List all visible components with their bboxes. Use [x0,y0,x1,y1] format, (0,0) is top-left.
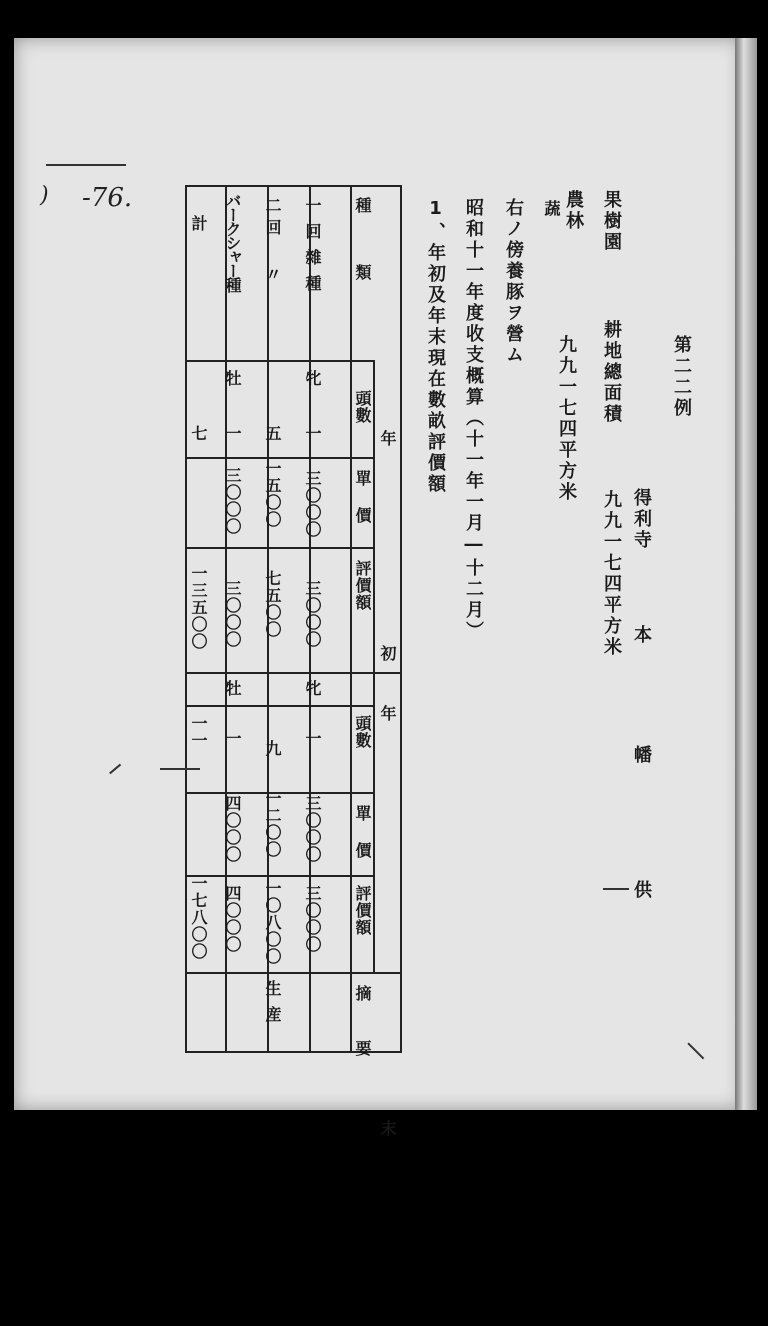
row2-remark: 生産 [263,980,282,1032]
row-divider [185,875,373,877]
row3-sex-end: 牡 [223,680,242,697]
header-year-end: 年 末 [378,705,397,1326]
total-value-end: 一七八〇〇 [189,875,208,960]
scan-mark [160,768,200,770]
provider-label: 供 [631,880,652,901]
orchard-label: 果樹園 [601,190,622,253]
margin-rule [46,164,126,166]
livestock-table [185,185,402,1326]
table-left-border [185,185,187,1053]
row3-unit-start: 三〇〇〇 [223,467,242,535]
table-top-border [185,185,402,187]
col-divider [350,185,352,1053]
note-line: 右ノ傍養豚ヲ營ム [503,198,524,366]
section-line: 1、年初及年末現在數畝評價額 [425,198,446,495]
total-label: 計 [189,215,208,232]
budget-line: 昭和十一年度收支概算（十一年一月―十二月） [463,198,484,642]
row1-sex-end: 牝 [303,680,322,697]
row-divider [185,672,400,674]
row1-kind: 一回雜種 [303,197,322,301]
row-divider [185,360,373,362]
header-unit-end: 單 價 [353,805,372,859]
row1-unit-end: 三〇〇〇 [303,795,322,863]
row1-unit-start: 三〇〇〇 [303,470,322,538]
farmland-sub: 蔬 [542,200,561,219]
row1-value-end: 三〇〇〇 [303,885,322,953]
row3-unit-end: 四〇〇〇 [223,795,242,863]
header-year-start: 年 初 [378,430,397,751]
row-divider [185,972,400,974]
total-count-start: 七 [189,425,208,442]
row3-sex-start: 牡 [223,370,242,387]
row3-count-start: 一 [223,425,242,442]
farmland-label: 農林 [563,190,584,232]
row2-count-start: 五 [263,425,282,442]
row2-value-start: 七五〇〇 [263,570,282,638]
page-edge-strip [735,38,757,1110]
header-kind: 種 類 [353,197,372,296]
page-number-handwritten: -76. [82,183,133,213]
row3-kind: バークシャー種 [223,193,242,291]
header-value-start: 評價額 [353,560,372,611]
table-right-border [400,185,402,1053]
area-value: 九九一七四平方米 [601,490,622,658]
row2-value-end: 一〇八〇〇 [263,880,282,965]
row2-kind: 二回 〃 [263,197,282,288]
village-name-2: 幡 [631,745,652,766]
case-label: 第二二例 [671,335,692,419]
village-name: 本 [631,625,652,646]
row1-sex-start: 牝 [303,370,322,387]
header-value-end: 評價額 [353,885,372,936]
row3-value-start: 三〇〇〇 [223,580,242,648]
header-count-end: 頭數 [353,715,372,749]
area-label: 耕地總面積 [601,320,622,425]
farmland-value: 九九一七四平方米 [556,335,577,503]
row1-count-start: 一 [303,425,322,442]
row2-unit-start: 一五〇〇 [263,460,282,528]
margin-mark: ) [40,183,49,208]
row3-count-end: 一 [223,730,242,747]
row-divider [185,457,373,459]
row2-count-end: 九 [263,740,282,757]
provider-dash [603,888,629,890]
row1-value-start: 三〇〇〇 [303,580,322,648]
row1-count-end: 一 [303,730,322,747]
header-count-start: 頭數 [353,390,372,424]
row-divider [185,705,373,707]
row3-value-end: 四〇〇〇 [223,885,242,953]
row-divider [185,547,373,549]
col-divider [373,360,375,972]
row2-unit-end: 一二〇〇 [263,790,282,858]
total-count-end: 一一 [189,715,208,749]
temple-name: 得利寺 [631,488,652,551]
header-remark: 摘 要 [353,985,372,1066]
header-unit-start: 單 價 [353,470,372,524]
total-value-start: 一三五〇〇 [189,565,208,650]
